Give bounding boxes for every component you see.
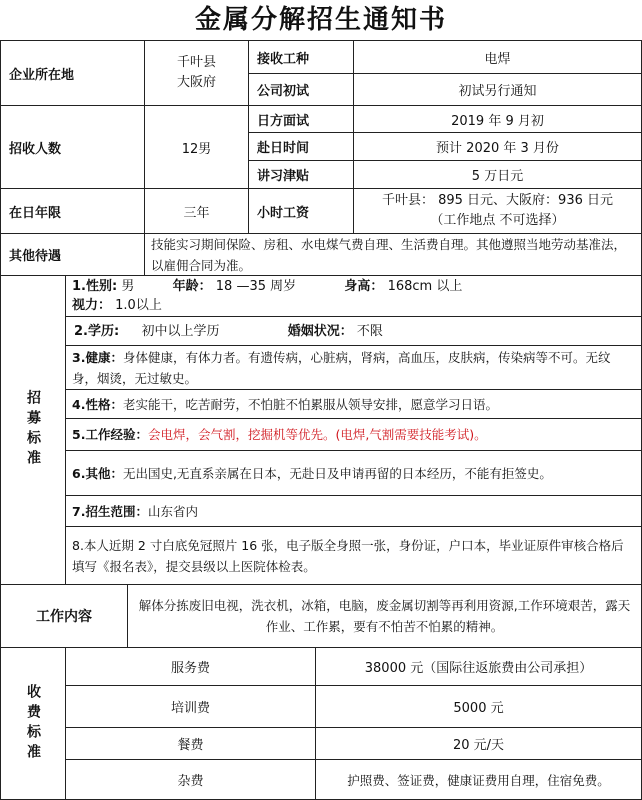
vision-label: 视力：: [72, 298, 112, 313]
first-test-label: 公司初试: [248, 73, 354, 106]
recruit-row-8: [65, 526, 642, 585]
location-label: 企业所在地: [0, 40, 145, 106]
work-value: 解体分拣废旧电视，洗衣机，冰箱，电脑，废金属切割等再利用资源,工作环境艰苦，露天作业、工作累，要有不怕苦不怕累的精神。: [138, 598, 631, 634]
recruit-row-7: [65, 495, 642, 527]
recruit-side-label-cell: [0, 275, 66, 585]
recruit-row-6: [65, 450, 642, 496]
health-label: 3.健康：: [72, 349, 123, 365]
fees-side-label: 收费标准: [25, 683, 41, 764]
fee-value-service: 38000 元（国际往返旅费由公司承担）: [315, 647, 642, 686]
work-value-cell: [127, 584, 642, 648]
location-value-1: 千叶县: [176, 55, 216, 70]
fee-value-misc: 护照费、签证费，健康证费用自理，住宿免费。: [315, 759, 642, 800]
headcount-value: 12男: [144, 105, 249, 189]
interview-label: 日方面试: [248, 105, 354, 133]
marital-label: 婚姻状况：: [287, 323, 353, 339]
departure-label: 赴日时间: [248, 132, 354, 161]
location-value-2: 大阪府: [176, 75, 216, 90]
age-value: 18 —35 周岁: [215, 279, 297, 294]
marital-value: 不限: [356, 323, 383, 339]
experience-value: 会电焊，会气割，挖掘机等优先。(电焊,气割需要技能考试)。: [147, 427, 487, 442]
hourly-label: 小时工资: [248, 188, 354, 234]
work-label: 工作内容: [0, 584, 128, 648]
hourly-line-1: 千叶县： 895 日元、大阪府：936 日元: [381, 193, 614, 208]
age-label: 年龄：: [172, 279, 212, 294]
other-label: 其他待遇: [0, 233, 145, 276]
edu-label: 2.学历:: [74, 323, 120, 339]
fee-value-training: 5000 元: [315, 685, 642, 728]
headcount-label: 招收人数: [0, 105, 145, 189]
other-req-value: 无出国史,无直系亲属在日本，无赴日及申请再留的日本经历，不能有拒签史。: [122, 465, 552, 481]
recruit-row-4: [65, 389, 642, 419]
hourly-value: [353, 188, 642, 234]
scope-label: 7.招生范围：: [72, 503, 148, 519]
other-value: [144, 233, 642, 276]
height-value: 168cm 以上: [387, 279, 463, 294]
character-label: 4.性格：: [72, 396, 123, 412]
interview-value: 2019 年 9 月初: [353, 105, 642, 133]
allowance-label: 讲习津贴: [248, 160, 354, 189]
fee-name-meal: 餐费: [65, 727, 316, 760]
experience-label: 5.工作经验：: [72, 427, 148, 442]
documents-text: 8.本人近期 2 寸白底免冠照片 16 张，电子版全身照一张，身份证，户口本，毕业证原件审核合格后填写《报名表》，提交县级以上医院体检表。: [72, 537, 624, 574]
location-value: [144, 40, 249, 106]
years-value: 三年: [144, 188, 249, 234]
height-label: 身高：: [344, 279, 384, 294]
health-value: 身体健康，有体力者。有遗传病，心脏病，肾病，高血压，皮肤病，传染病等不可。无纹身，烟烫，无过敏史。: [72, 349, 611, 386]
allowance-value: 5 万日元: [353, 160, 642, 189]
hourly-line-2: （工作地点 不可选择）: [430, 213, 565, 228]
job-value: 电焊: [353, 40, 642, 74]
years-label: 在日年限: [0, 188, 145, 234]
recruit-row-2: [65, 316, 642, 346]
other-req-label: 6.其他：: [72, 465, 123, 481]
gender-value: 男: [121, 279, 135, 294]
first-test-value: 初试另行通知: [353, 73, 642, 106]
other-text: 技能实习期间保险、房租、水电煤气费自理、生活费自理。其他遵照当地劳动基准法，以雇佣合同为准。: [151, 236, 627, 273]
edu-value: 初中以上学历: [141, 323, 220, 339]
recruit-row-5: [65, 418, 642, 451]
fees-side-label-cell: [0, 647, 66, 800]
recruit-row-1: [65, 275, 642, 317]
fee-name-training: 培训费: [65, 685, 316, 728]
character-value: 老实能干，吃苦耐劳，不怕脏不怕累服从领导安排，愿意学习日语。: [122, 396, 498, 412]
fee-value-meal: 20 元/天: [315, 727, 642, 760]
scope-value: 山东省内: [147, 503, 198, 519]
fee-name-service: 服务费: [65, 647, 316, 686]
recruit-side-label: 招募标准: [25, 390, 41, 470]
fee-name-misc: 杂费: [65, 759, 316, 800]
job-label: 接收工种: [248, 40, 354, 74]
document-title: 金属分解招生通知书: [194, 5, 447, 35]
vision-value: 1.0以上: [115, 298, 162, 313]
recruit-row-3: [65, 345, 642, 390]
departure-value: 预计 2020 年 3 月份: [353, 132, 642, 161]
gender-label: 1.性别:: [72, 279, 118, 294]
